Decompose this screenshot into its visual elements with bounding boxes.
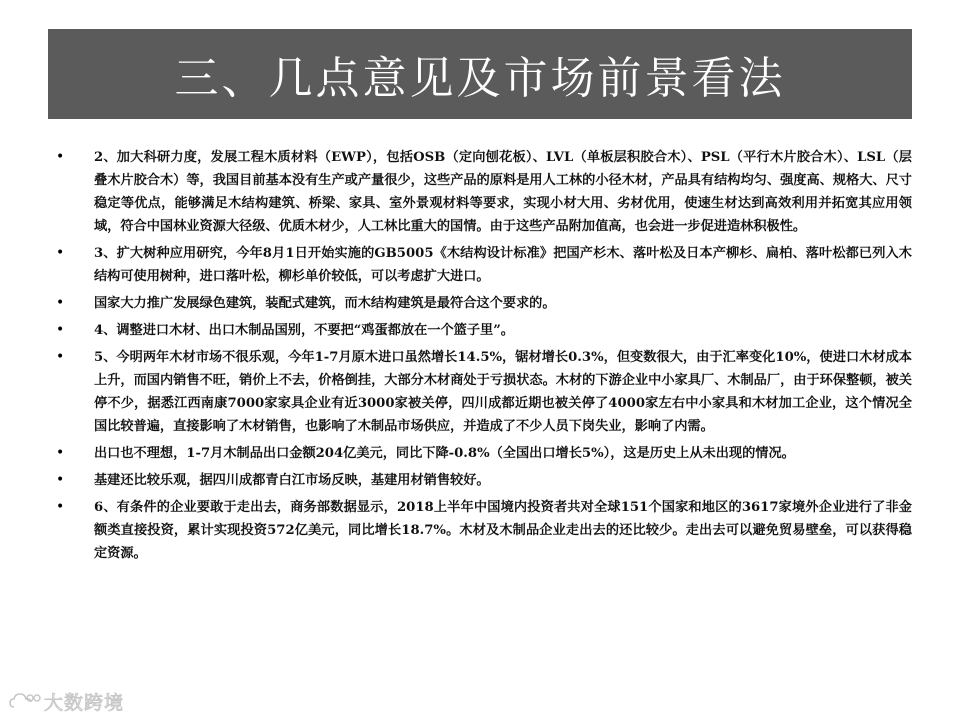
list-item	[56, 496, 912, 565]
bullet-text: 国家大力推广发展绿色建筑，装配式建筑，而木结构建筑是最符合这个要求的。	[94, 296, 556, 311]
list-item	[56, 469, 912, 492]
list-item	[56, 242, 912, 288]
bullet-text: 基建还比较乐观，据四川成都青白江市场反映，基建用材销售较好。	[94, 473, 490, 488]
watermark	[8, 688, 124, 714]
page-title: 三、几点意见及市场前景看法	[174, 53, 786, 104]
bullet-text: 出口也不理想，1-7月木制品出口金额204亿美元，同比下降-0.8%（全国出口增长5%），这是历史上从未出现的情况。	[94, 446, 795, 461]
bullet-text: 4、调整进口木材、出口木制品国别，不要把“鸡蛋都放在一个篮子里”。	[94, 323, 514, 338]
bullet-icon: •	[56, 295, 65, 311]
bullet-text: 2、加大科研力度，发展工程木质材料（EWP），包括OSB（定向刨花板）、LVL（单板层积胶合木）、PSL（平行木片胶合木）、LSL（层叠木片胶合木）等，我国目前基本没有生产或产量很少，这些产品的原料是用人工林的小径木材，产品具有结构均匀、强度高、规格大、尺寸稳定等优点，能够满足木结构建筑、桥梁、家具、室外景观材料等要求，实现小材大用、劣材优用，使速生材达到高效利用并拓宽其应用领域，符合中国林业资源大径级、优质木材少，人工林比重大的国情。由于这些产品附加值高，也会进一步促进造林积极性。	[94, 150, 912, 234]
bullet-icon: •	[56, 499, 65, 515]
bullet-text: 3、扩大树种应用研究，今年8月1日开始实施的GB5005《木结构设计标准》把国产杉木、落叶松及日本产柳杉、扁柏、落叶松都已列入木结构可使用树种，进口落叶松，柳杉单价较低，可以考虑扩大进口。	[94, 246, 912, 284]
bullet-text: 6、有条件的企业要敢于走出去，商务部数据显示，2018上半年中国境内投资者共对全球151个国家和地区的3617家境外企业进行了非金额类直接投资，累计实现投资572亿美元，同比增长18.7%。木材及木制品企业走出去的还比较少。走出去可以避免贸易壁垒，可以获得稳定资源。	[94, 500, 912, 561]
title-bar	[48, 29, 912, 119]
list-item	[56, 292, 912, 315]
list-item	[56, 319, 912, 342]
list-item	[56, 442, 912, 465]
list-item	[56, 346, 912, 438]
cloud-logo-icon	[8, 690, 42, 712]
bullet-icon: •	[56, 472, 65, 488]
bullet-icon: •	[56, 445, 65, 461]
list-item	[56, 146, 912, 238]
watermark-text: 大数跨境	[44, 691, 125, 714]
bullet-icon: •	[56, 245, 65, 261]
bullet-icon: •	[56, 322, 65, 338]
bullet-icon: •	[56, 149, 65, 165]
bullet-icon: •	[56, 349, 65, 365]
bullet-text: 5、今明两年木材市场不很乐观，今年1-7月原木进口虽然增长14.5%，锯材增长0.3%，但变数很大，由于汇率变化10%，使进口木材成本上升，而国内销售不旺，销价上不去，价格倒挂，大部分木材商处于亏损状态。木材的下游企业中小家具厂、木制品厂，由于环保整顿，被关停不少，据悉江西南康7000家家具企业有近3000家被关停，四川成都近期也被关停了4000家左右中小家具和木材加工企业，这个情况全国比较普遍，直接影响了木材销售，也影响了木制品市场供应，并造成了不少人员下岗失业，影响了内需。	[94, 350, 912, 434]
bullet-list	[56, 146, 912, 569]
